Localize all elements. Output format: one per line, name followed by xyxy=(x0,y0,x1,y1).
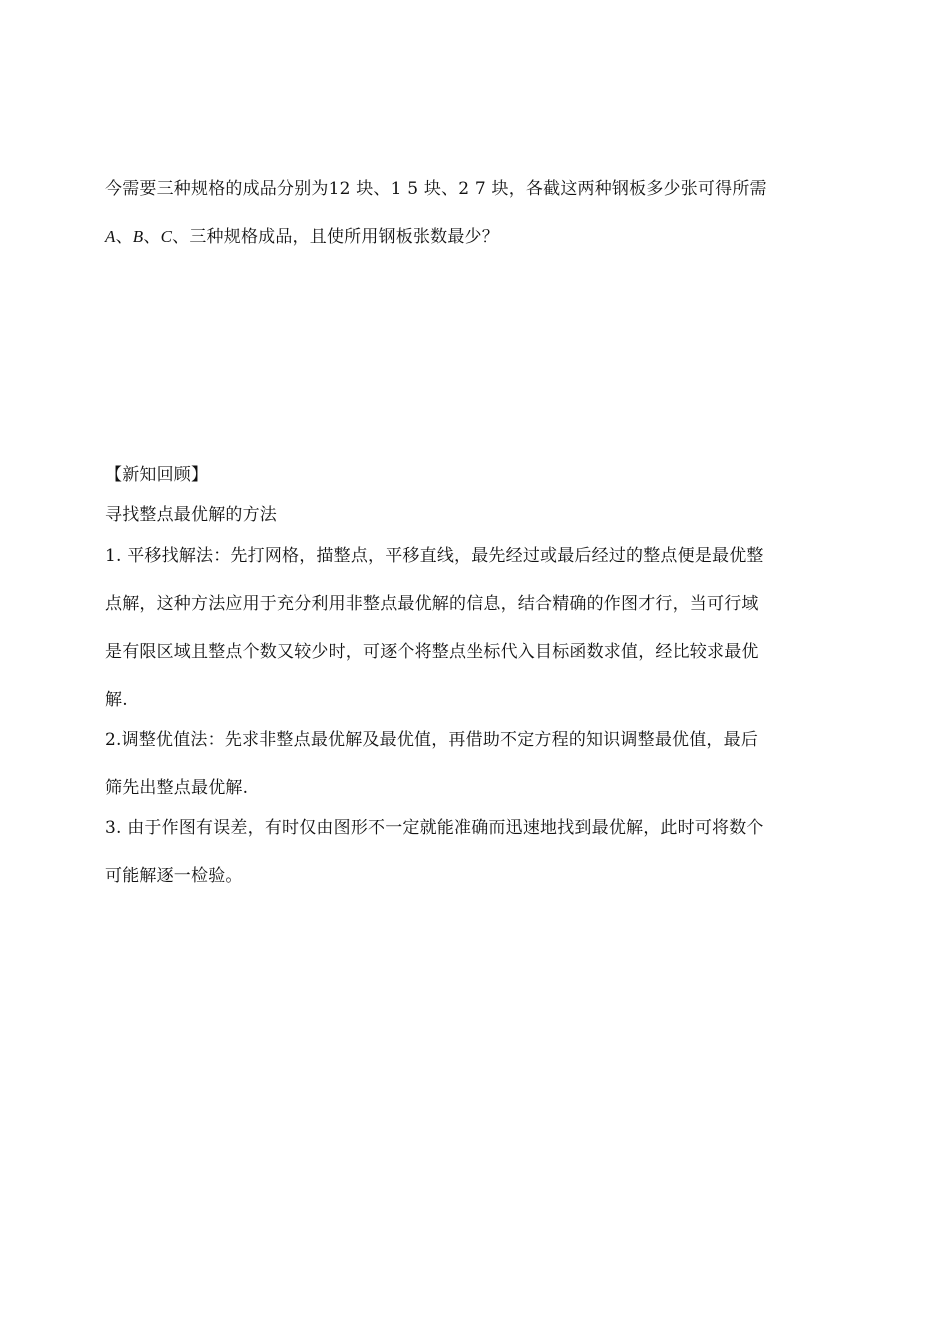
section-heading: 【新知回顾】 xyxy=(105,465,209,485)
variable-c: C xyxy=(160,227,173,246)
method-2-line-1: 2.调整优值法：先求非整点最优解及最优值，再借助不定方程的知识调整最优值，最后 xyxy=(105,730,759,750)
section-subheading: 寻找整点最优解的方法 xyxy=(105,505,277,525)
separator: 、 xyxy=(115,227,133,247)
variable-a: A xyxy=(105,227,116,246)
separator: 、 xyxy=(143,227,161,247)
method-1-line-2: 点解，这种方法应用于充分利用非整点最优解的信息，结合精确的作图才行，当可行域 xyxy=(105,594,759,614)
method-2-line-2: 筛先出整点最优解. xyxy=(105,778,249,798)
problem-line-2-text: 、三种规格成品，且使所用钢板张数最少？ xyxy=(172,227,499,247)
method-1-line-4: 解. xyxy=(105,690,128,710)
method-1-line-3: 是有限区域且整点个数又较少时，可逐个将整点坐标代入目标函数求值，经比较求最优 xyxy=(105,642,759,662)
variable-b: B xyxy=(132,227,144,246)
problem-line-1: 今需要三种规格的成品分别为12 块、1 5 块、2 7 块，各截这两种钢板多少张可得所需 xyxy=(105,179,767,199)
problem-line-2 xyxy=(105,226,845,248)
method-1-line-1: 1. 平移找解法：先打网格，描整点，平移直线，最先经过或最后经过的整点便是最优整 xyxy=(105,546,764,566)
method-3-line-1: 3. 由于作图有误差，有时仅由图形不一定就能准确而迅速地找到最优解，此时可将数个 xyxy=(105,818,764,838)
method-3-line-2: 可能解逐一检验。 xyxy=(105,866,243,886)
